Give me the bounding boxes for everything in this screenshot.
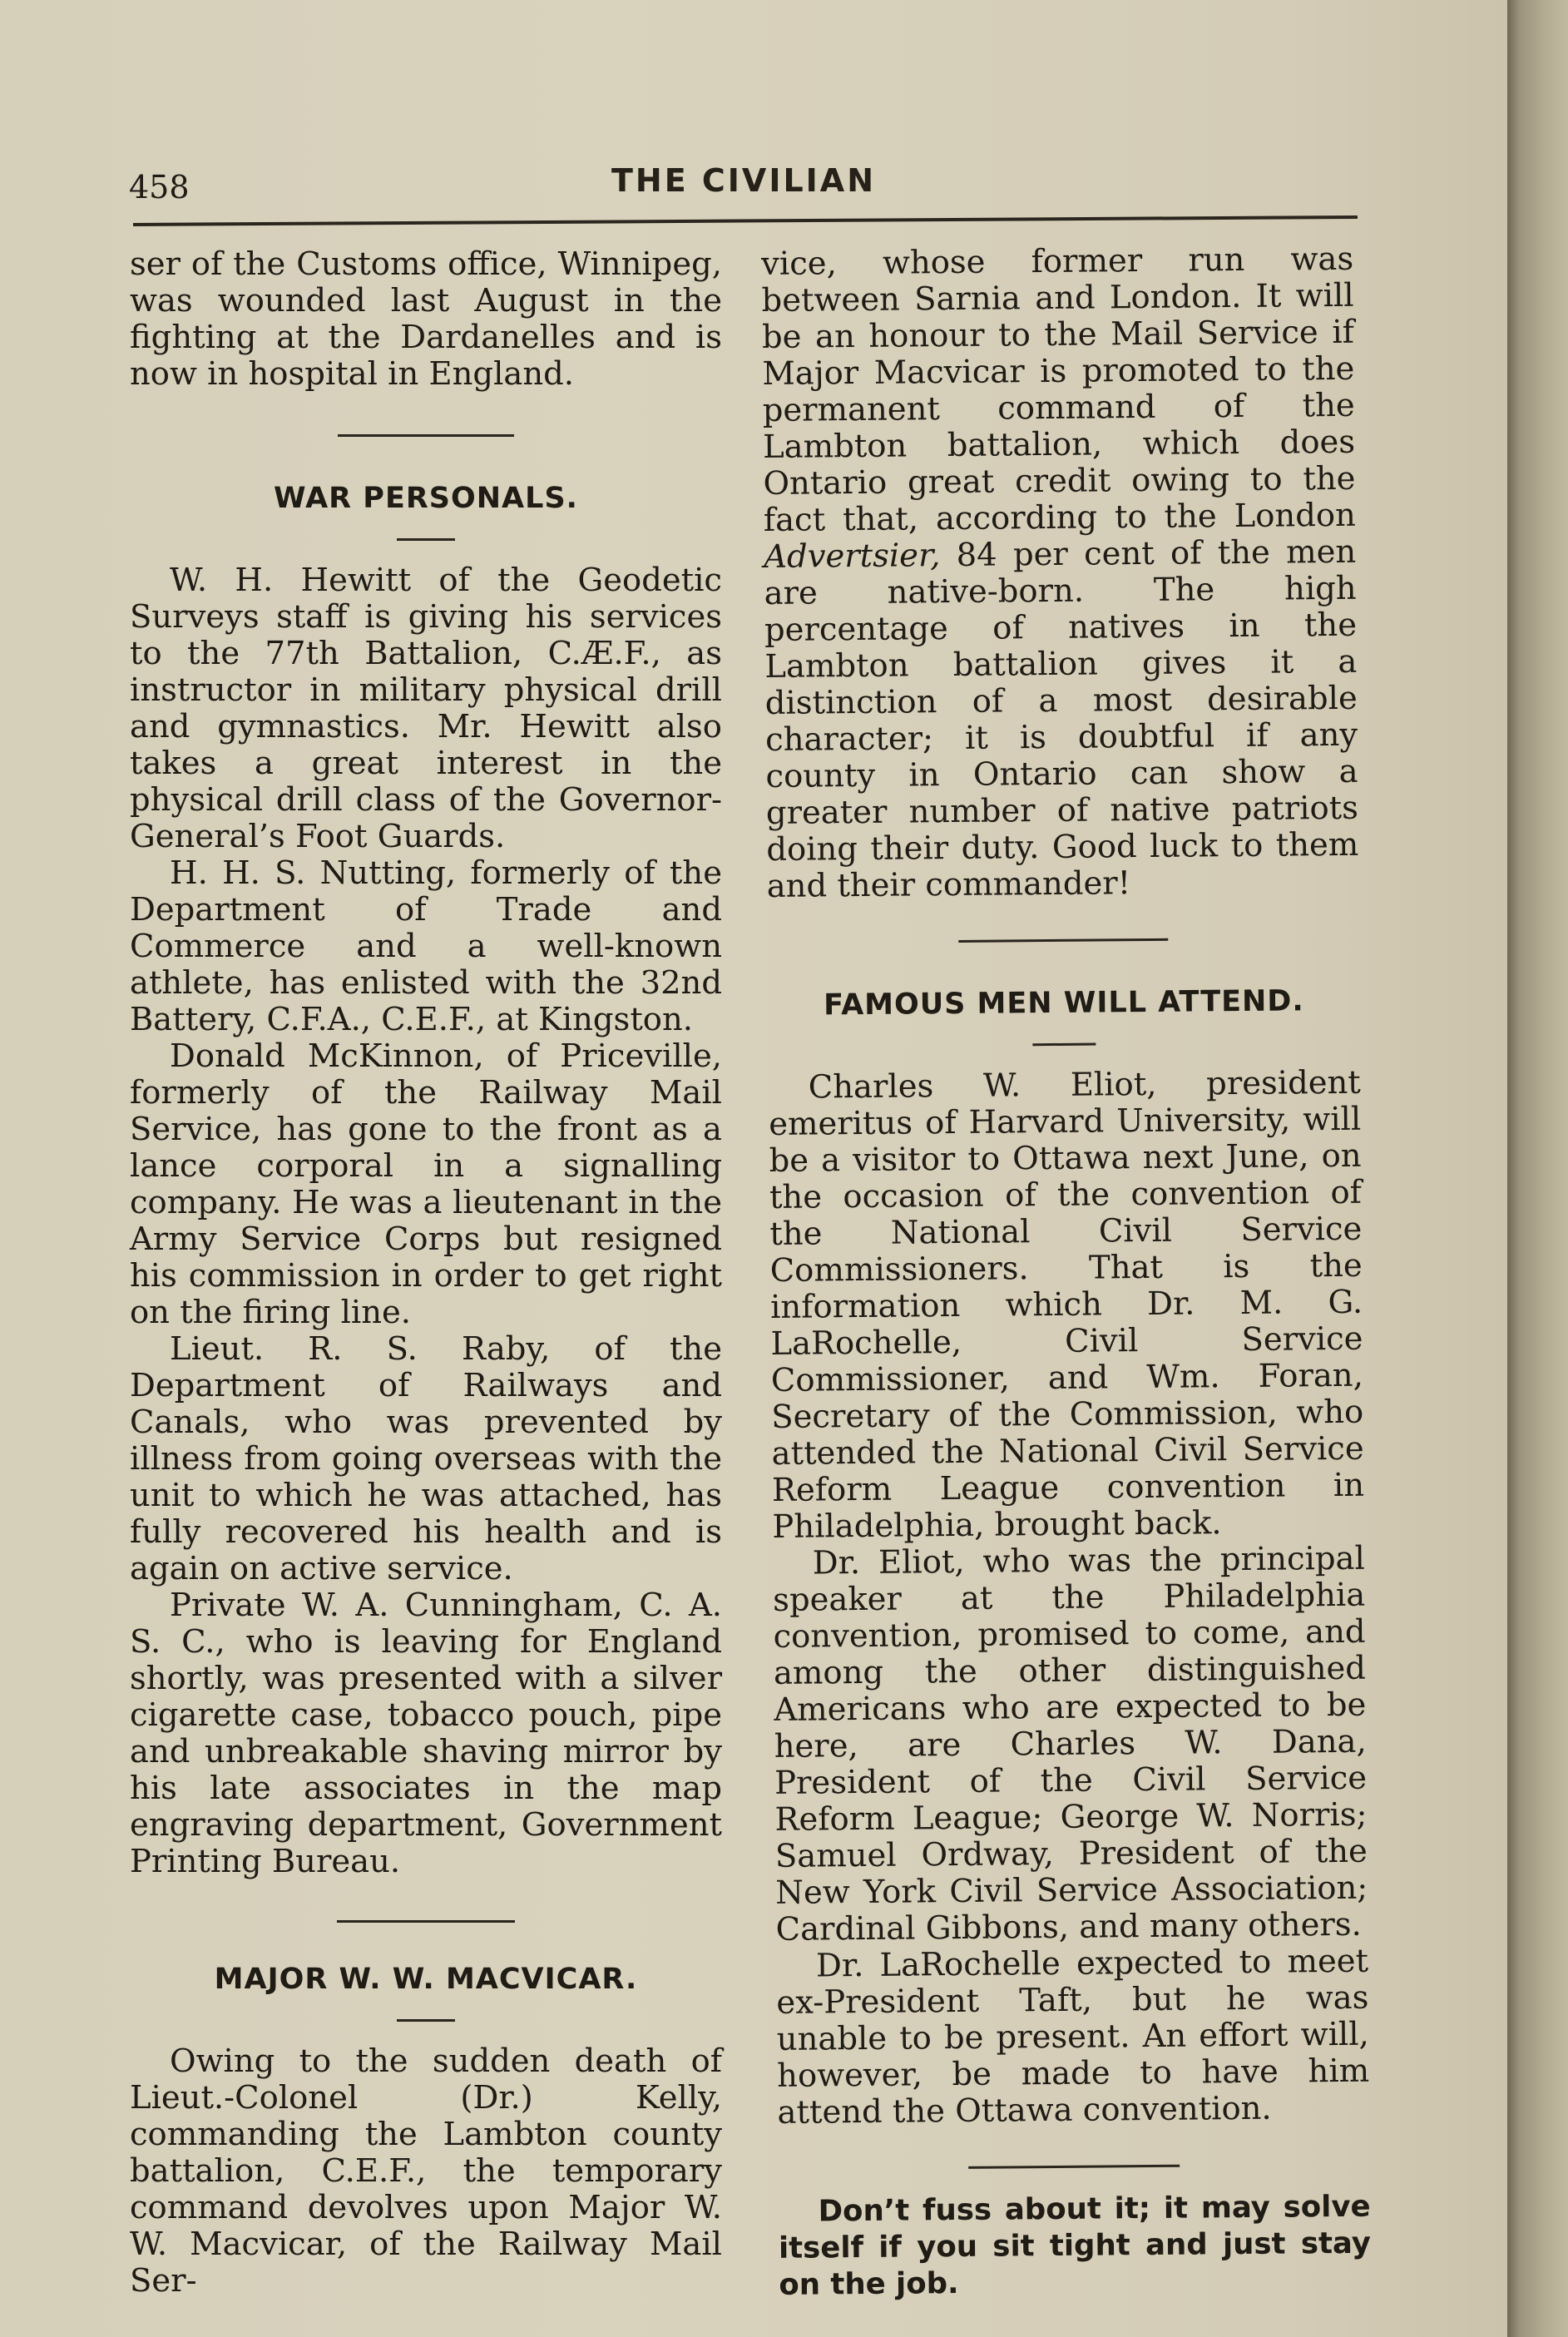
page-number: 458 xyxy=(129,169,190,205)
section-divider xyxy=(338,434,514,437)
section-divider xyxy=(337,1920,515,1923)
right-column xyxy=(761,241,1372,2304)
continued-text: vice, whose former run was between Sarnia and London. It will be an honour to the Mail Service if Major Macvicar is promoted to the permanent command of the Lambton battalion, which does Ontario great credit owing to the fact that, according to the London xyxy=(760,240,1357,539)
article-paragraph: Donald McKinnon, of Priceville, formerly of the Railway Mail Service, has gone to the front as a lance corporal in a signalling company. He was a lieutenant in the Army Service Corps but resigned his commission in order to get right on the firing line. xyxy=(130,1037,722,1331)
closing-note: Don’t fuss about it; it may solve itself if you sit tight and just stay on the job. xyxy=(778,2189,1372,2302)
section-divider xyxy=(968,2165,1180,2169)
article-paragraph: Owing to the sudden death of Lieut.-Colonel (Dr.) Kelly, commanding the Lambton county battalion, C.E.F., the temporary command devolves upon Major W. W. Macvicar, of the Railway Mail Ser- xyxy=(130,2042,722,2300)
article-paragraph: Charles W. Eliot, president emeritus of Harvard University, will be a visitor to Ottawa next June, on the occasion of the convention of the National Civil Service Commissioners. That is the information which Dr. M. G. LaRochelle, Civil Service Commissioner, and Wm. Foran, Secretary of the Commission, who attended the National Civil Service Reform League convention in Philadelphia, brought back. xyxy=(769,1063,1365,1546)
article-paragraph: Lieut. R. S. Raby, of the Department of Railways and Canals, who was prevented by illness from going overseas with the unit to which he was attached, has fully recovered his health and is again on active service. xyxy=(130,1330,722,1587)
heading-underline xyxy=(1032,1043,1096,1047)
article-paragraph: H. H. S. Nutting, formerly of the Department of Trade and Commerce and a well-known athlete, has enlisted with the 32nd Battery, C.F.A., C.E.F., at Kingston. xyxy=(130,854,722,1038)
page-header xyxy=(129,162,1358,212)
running-title: THE CIVILIAN xyxy=(611,162,877,199)
macvicar-heading: MAJOR W. W. MACVICAR. xyxy=(214,1963,638,1996)
continued-text-end: 84 per cent of the men are native-born. The high percentage of natives in the Lambton battalion gives it a distinction of a most desirable character; it is doubtful if any county in Ontario can show a greater number of native patriots doing their duty. Good luck to them and their commander! xyxy=(764,532,1359,905)
heading-underline xyxy=(397,2019,455,2022)
left-column xyxy=(130,246,722,2300)
article-paragraph: Dr. Eliot, who was the principal speaker at the Philadelphia convention, promised to come, and among the other distinguished Americans who are expected to be here, are Charles W. Dana, President of the Civil Service Reform League; George W. Norris; Samuel Ordway, President of the New York Civil Service Association; Cardinal Gibbons, and many others. xyxy=(773,1539,1368,1948)
newspaper-title: Advertsier, xyxy=(764,537,941,576)
intro-paragraph: ser of the Customs office, Winnipeg, was wounded last August in the fighting at the Dardanelles and is now in hospital in England. xyxy=(130,245,722,393)
page-edge xyxy=(1507,0,1568,2337)
famous-men-heading: FAMOUS MEN WILL ATTEND. xyxy=(824,984,1304,1022)
continued-paragraph xyxy=(761,241,1359,905)
war-personals-heading: WAR PERSONALS. xyxy=(274,482,578,515)
article-paragraph: Dr. LaRochelle expected to meet ex-President Taft, but he was unable to be present. An effort will, however, be made to have him attend the Ottawa convention. xyxy=(776,1942,1370,2132)
article-paragraph: Private W. A. Cunningham, C. A. S. C., who is leaving for England shortly, was presented with a silver cigarette case, tobacco pouch, pipe and unbreakable shaving mirror by his late associates in the map engraving department, Government Printing Bureau. xyxy=(130,1587,722,1880)
section-divider xyxy=(958,938,1168,943)
article-paragraph: W. H. Hewitt of the Geodetic Surveys staff is giving his services to the 77th Battalion, C.Æ.F., as instructor in military physical drill and gymnastics. Mr. Hewitt also takes a great interest in the physical drill class of the Governor-General’s Foot Guards. xyxy=(130,562,722,855)
heading-underline xyxy=(397,538,455,541)
